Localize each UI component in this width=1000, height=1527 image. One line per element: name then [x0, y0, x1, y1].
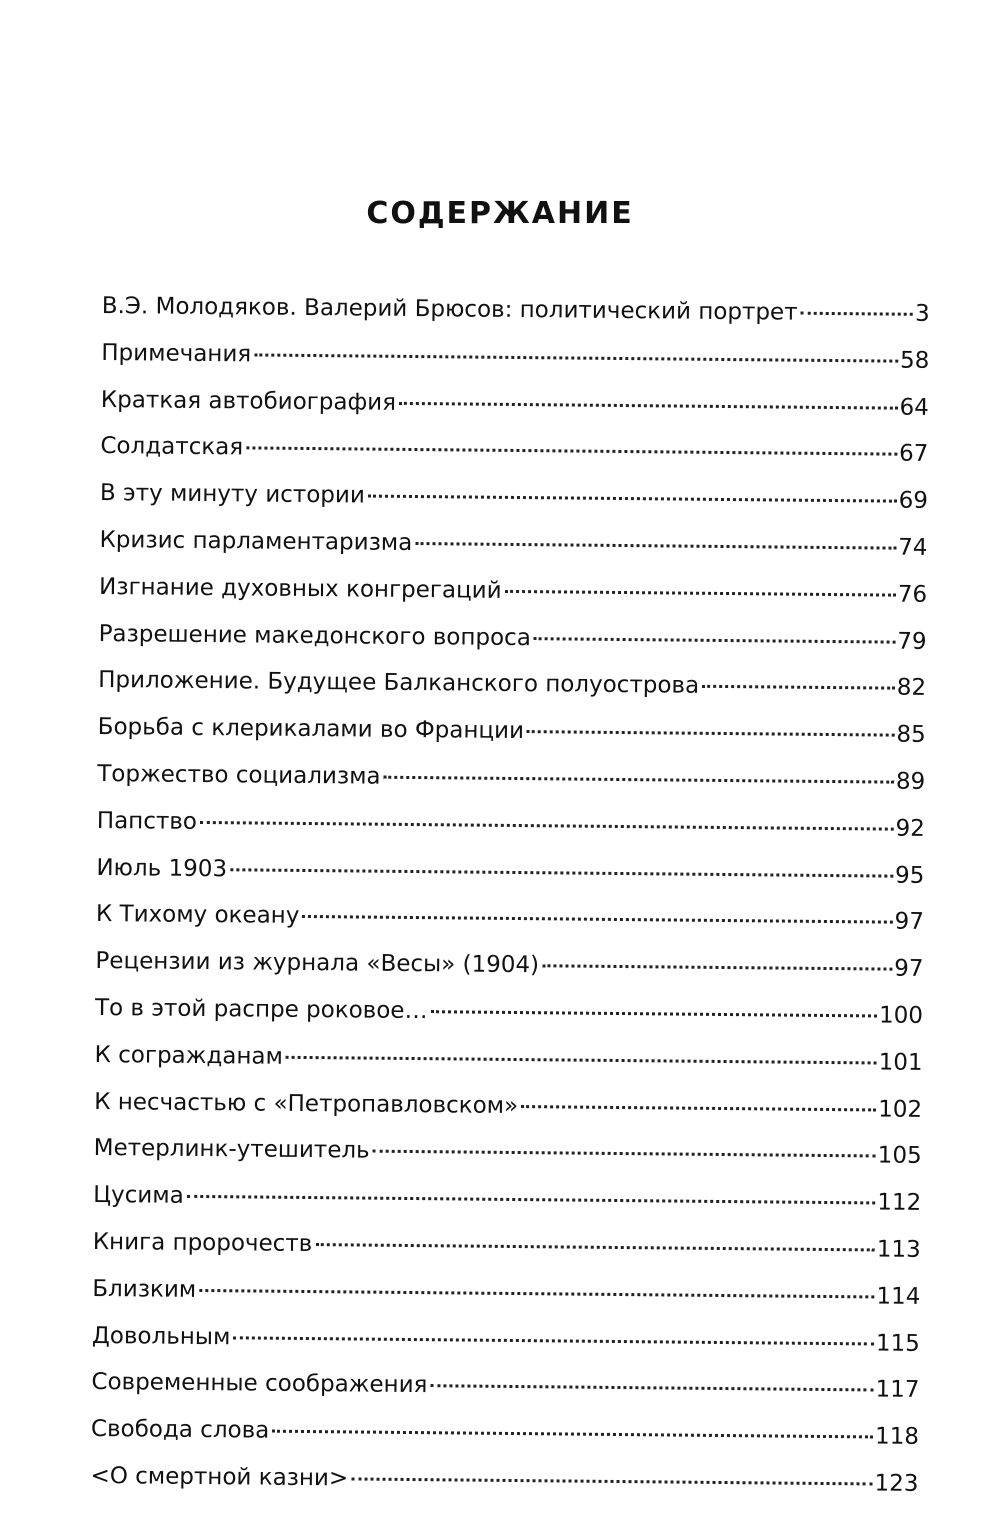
- dot-leader: [415, 542, 896, 550]
- toc-entry-title: Свобода слова: [90, 1416, 270, 1444]
- toc-entry: [93, 1172, 921, 1227]
- dot-leader: [286, 1056, 877, 1065]
- toc-entry: [91, 1359, 919, 1414]
- toc-entry-page: 102: [878, 1096, 923, 1123]
- toc-entry-title: То в этой распре роковое…: [94, 994, 428, 1025]
- toc-entry: [99, 564, 927, 619]
- toc-entry-page: 97: [894, 955, 924, 983]
- dot-leader: [302, 915, 892, 924]
- toc-entry-page: 112: [877, 1189, 922, 1217]
- toc-entry-title: К Тихому океану: [95, 901, 300, 930]
- toc-entry-page: 58: [899, 347, 930, 374]
- toc-entry-page: 95: [894, 862, 925, 889]
- toc-entry-title: Солдатская: [100, 433, 244, 461]
- dot-leader: [254, 353, 898, 362]
- toc-entry-page: 97: [894, 908, 925, 936]
- toc-entry-title: Приложение. Будущее Балканского полуострова: [98, 667, 700, 700]
- toc-entry-page: 89: [895, 768, 926, 795]
- toc-entry-page: 79: [897, 628, 927, 655]
- dot-leader: [384, 776, 894, 784]
- toc-entry-page: 3: [914, 300, 930, 327]
- toc-entry-page: 123: [874, 1470, 919, 1497]
- toc-entry: [94, 1032, 922, 1087]
- toc-entry-title: Метерлинк-утешитель: [93, 1135, 370, 1164]
- toc-entry-title: Рецензии из журнала «Весы» (1904): [95, 948, 540, 979]
- toc-entry-page: 69: [898, 487, 929, 515]
- dot-leader: [315, 1243, 875, 1251]
- toc-entry-title: Июль 1903: [96, 854, 228, 882]
- toc-entry: [101, 330, 929, 385]
- toc-entry: [94, 1079, 922, 1134]
- toc-entry-page: 92: [895, 815, 925, 842]
- toc-entry-title: Близким: [92, 1275, 197, 1303]
- toc-entry-page: 115: [875, 1330, 920, 1357]
- toc-entry: [92, 1266, 920, 1321]
- toc-entry-page: 118: [874, 1423, 920, 1451]
- toc-entry-page: 76: [897, 581, 928, 608]
- toc-entry: [101, 377, 929, 432]
- toc-entry: [98, 704, 926, 759]
- toc-entry-page: 100: [878, 1002, 924, 1029]
- toc-entry: [92, 1312, 920, 1367]
- toc-entry: [93, 1219, 921, 1274]
- dot-leader: [368, 495, 897, 503]
- dot-leader: [199, 1289, 874, 1298]
- dot-leader: [351, 1477, 872, 1485]
- toc-entry: [98, 611, 926, 666]
- page-title: СОДЕРЖАНИЕ: [366, 196, 634, 231]
- toc-entry: [95, 938, 923, 993]
- toc-entry-page: 82: [896, 675, 927, 702]
- toc-entry-title: Разрешение македонского вопроса: [98, 620, 531, 651]
- toc-entry-page: 85: [896, 721, 926, 749]
- toc-entry: [96, 891, 924, 946]
- dot-leader: [431, 1010, 878, 1017]
- dot-leader: [527, 730, 894, 737]
- toc-entry: [102, 283, 930, 338]
- dot-leader: [505, 590, 896, 597]
- toc-entry: [98, 657, 926, 712]
- toc-entry-title: Изгнание духовных конгрегаций: [98, 573, 502, 604]
- toc-entry-title: Примечания: [101, 339, 252, 368]
- toc-entry: [100, 423, 928, 478]
- toc-entry-page: 74: [898, 534, 928, 561]
- dot-leader: [272, 1430, 873, 1439]
- dot-leader: [230, 868, 893, 877]
- toc-entry: [96, 845, 924, 900]
- dot-leader: [521, 1105, 876, 1111]
- dot-leader: [430, 1385, 873, 1392]
- dot-leader: [399, 401, 898, 409]
- toc-entry-title: Довольным: [91, 1322, 231, 1350]
- toc-entry: [97, 798, 925, 853]
- toc-entry-page: 117: [875, 1376, 920, 1404]
- toc-entry-title: В.Э. Молодяков. Валерий Брюсов: политический портрет: [101, 292, 798, 326]
- toc-entry-title: К согражданам: [94, 1041, 284, 1070]
- dot-leader: [534, 637, 895, 643]
- toc-entry: [95, 985, 923, 1040]
- toc-entry: [93, 1125, 921, 1180]
- dot-leader: [233, 1336, 874, 1345]
- toc-entry-title: К несчастью с «Петропавловском»: [94, 1088, 519, 1119]
- toc-entry-title: Папство: [96, 807, 198, 835]
- toc-entry: [97, 751, 925, 806]
- toc-entry-title: Цусима: [93, 1182, 184, 1209]
- toc-entry-title: Торжество социализма: [97, 760, 381, 790]
- table-of-contents: [90, 283, 930, 1508]
- toc-entry: [100, 470, 928, 525]
- dot-leader: [542, 964, 892, 970]
- toc-entry-title: Книга пророчеств: [92, 1228, 313, 1257]
- toc-entry-title: В эту минуту истории: [99, 480, 365, 509]
- toc-entry-title: <О смертной казни>: [90, 1462, 349, 1492]
- toc-entry-page: 114: [876, 1283, 921, 1310]
- toc-entry-title: Современные соображения: [91, 1369, 428, 1399]
- toc-entry-title: Кризис парламентаризма: [99, 526, 413, 556]
- toc-entry: [91, 1406, 919, 1461]
- dot-leader: [246, 447, 897, 456]
- toc-entry-page: 101: [878, 1049, 923, 1076]
- dot-leader: [200, 821, 894, 831]
- toc-entry: [99, 517, 927, 572]
- toc-entry-page: 105: [877, 1142, 922, 1170]
- toc-entry-page: 113: [876, 1236, 921, 1263]
- toc-entry-title: Краткая автобиография: [100, 386, 397, 416]
- dot-leader: [702, 685, 895, 690]
- toc-entry: [90, 1453, 918, 1508]
- dot-leader: [801, 312, 914, 316]
- dot-leader: [373, 1150, 876, 1158]
- toc-entry-page: 64: [899, 394, 929, 421]
- toc-entry-title: Борьба с клерикалами во Франции: [97, 714, 525, 745]
- dot-leader: [187, 1195, 876, 1205]
- toc-entry-page: 67: [898, 441, 929, 468]
